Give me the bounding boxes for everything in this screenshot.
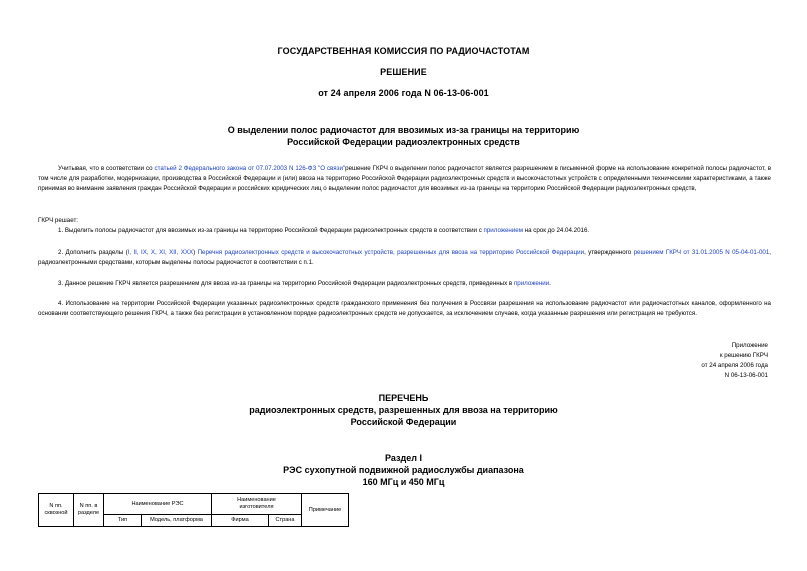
appendix-link-2[interactable]: приложении xyxy=(513,280,550,287)
preamble-text-1: Учитывая, что в соответствии со xyxy=(58,165,155,172)
item-3-tail: . xyxy=(549,280,551,287)
item-2-mid: , утвержденного xyxy=(584,249,634,256)
item-1 xyxy=(38,226,771,236)
rес-table xyxy=(38,493,349,527)
section-heading-2: РЭС сухопутной подвижной радиослужбы диапазона xyxy=(283,465,524,475)
law-link[interactable]: статьей 2 Федерального закона от 07.07.2003 N 126-ФЗ "О связи" xyxy=(154,165,346,172)
item-2-text: 2. Дополнить разделы xyxy=(58,249,126,256)
decision-link[interactable]: решением ГКРЧ от 31.01.2005 N 05-04-01-001 xyxy=(633,249,770,256)
col-header-note: Примечание xyxy=(302,494,349,527)
appendix-link[interactable]: приложением xyxy=(483,227,523,234)
appendix-line-2: к решению ГКРЧ xyxy=(719,352,768,359)
section-heading-3: 160 МГц и 450 МГц xyxy=(362,477,445,487)
section-heading-1: Раздел I xyxy=(385,453,422,463)
preamble-paragraph xyxy=(38,164,771,194)
list-title-1: ПЕРЕЧЕНЬ xyxy=(378,393,429,403)
col-header-manufacturer: Наименование изготовителя xyxy=(212,494,302,515)
title-line-2: Российской Федерации радиоэлектронных средств xyxy=(287,137,520,147)
table-header-row xyxy=(39,494,349,515)
item-4: 4. Использование на территории Российской Федерации указанных радиоэлектронных средств гражданского применения без получения в Россвязи разрешения на использование радиочастот или радиочастотных каналов, оформленного на основании соответствующего решения ГКРЧ, а также без регистрации в установленном порядке радиоэлектронных средств не допускается, за исключением случаев, когда указанные разрешения или регистрация не требуются. xyxy=(38,300,771,317)
resolves-line: ГКРЧ решает: xyxy=(38,217,79,224)
col-header-section-number: N пп. в разделе xyxy=(74,494,104,527)
item-1-tail: на срок до 24.04.2016. xyxy=(522,227,590,234)
col-header-res-name: Наименование РЭС xyxy=(104,494,212,515)
item-2: 2. Дополнить разделы (I, II, IX, X, XI, XII, XXX) Перечня радиоэлектронных средств и высокочастотных устройств, разрешенных для ввоза на территорию Российской Федерации, утвержденного решением ГКРЧ от 31.01.2005 N 05-04-01-001, радиоэлектронными средствами, которым выделены полосы радиочастот в соответствии с п.1. xyxy=(38,249,771,266)
appendix-line-4: N 06-13-06-001 xyxy=(724,372,768,379)
item-3-text: 3. Данное решение ГКРЧ является разрешением для ввоза из-за границы на территорию Российской Федерации радиоэлектронных средств, приведенных в xyxy=(58,280,514,287)
item-2-paren: ) xyxy=(193,249,198,256)
col-header-country: Страна xyxy=(269,515,302,527)
title-line-1: О выделении полос радиочастот для ввозимых из-за границы на территорию xyxy=(227,125,580,135)
col-header-through-number: N пп. сквозной xyxy=(39,494,74,527)
item-1-text: 1. Выделить полосы радиочастот для ввозимых из-за границы на территорию Российской Федерации радиоэлектронных средств в соответствии с xyxy=(58,227,484,234)
col-header-firm: Фирма xyxy=(212,515,269,527)
item-3 xyxy=(38,279,771,289)
col-header-type: Тип xyxy=(104,515,142,527)
sections-link[interactable]: I, II, IX, X, XI, XII, XXX xyxy=(127,249,194,256)
doc-type-heading: РЕШЕНИЕ xyxy=(380,67,427,77)
appendix-line-3: от 24 апреля 2006 года xyxy=(701,362,768,369)
commission-heading: ГОСУДАРСТВЕННАЯ КОМИССИЯ ПО РАДИОЧАСТОТАМ xyxy=(277,46,530,56)
list-link[interactable]: Перечня радиоэлектронных средств и высокочастотных устройств, разрешенных для ввоза на территорию Российской Федерации xyxy=(197,249,585,256)
list-title-2: радиоэлектронных средств, разрешенных для ввоза на территорию xyxy=(249,405,558,415)
list-title-3: Российской Федерации xyxy=(350,417,457,427)
preamble-text-2: решение ГКРЧ о выделении полос радиочастот является разрешением в письменной форме на использование конкретной полосы радиочастот, в том числе для разработки, модернизации, производства в Российской Федерации и (или) ввоза на территорию Российской Федерации радиоэлектронных средств и высокочастотных устройств с определенными техническими характеристиками, а также принимая во внимание заявления граждан Российской Федерации и российских юридических лиц о выделении полос радиочастот для ввозимых из-за границы на территорию Российской Федерации радиоэлектронных средств, xyxy=(38,165,772,192)
item-2-tail: , радиоэлектронными средствами, которым выделены полосы радиочастот в соответствии с п.1. xyxy=(38,249,771,266)
col-header-model: Модель, платформа xyxy=(142,515,212,527)
appendix-line-1: Приложение xyxy=(731,342,768,349)
date-line: от 24 апреля 2006 года N 06-13-06-001 xyxy=(318,88,489,98)
